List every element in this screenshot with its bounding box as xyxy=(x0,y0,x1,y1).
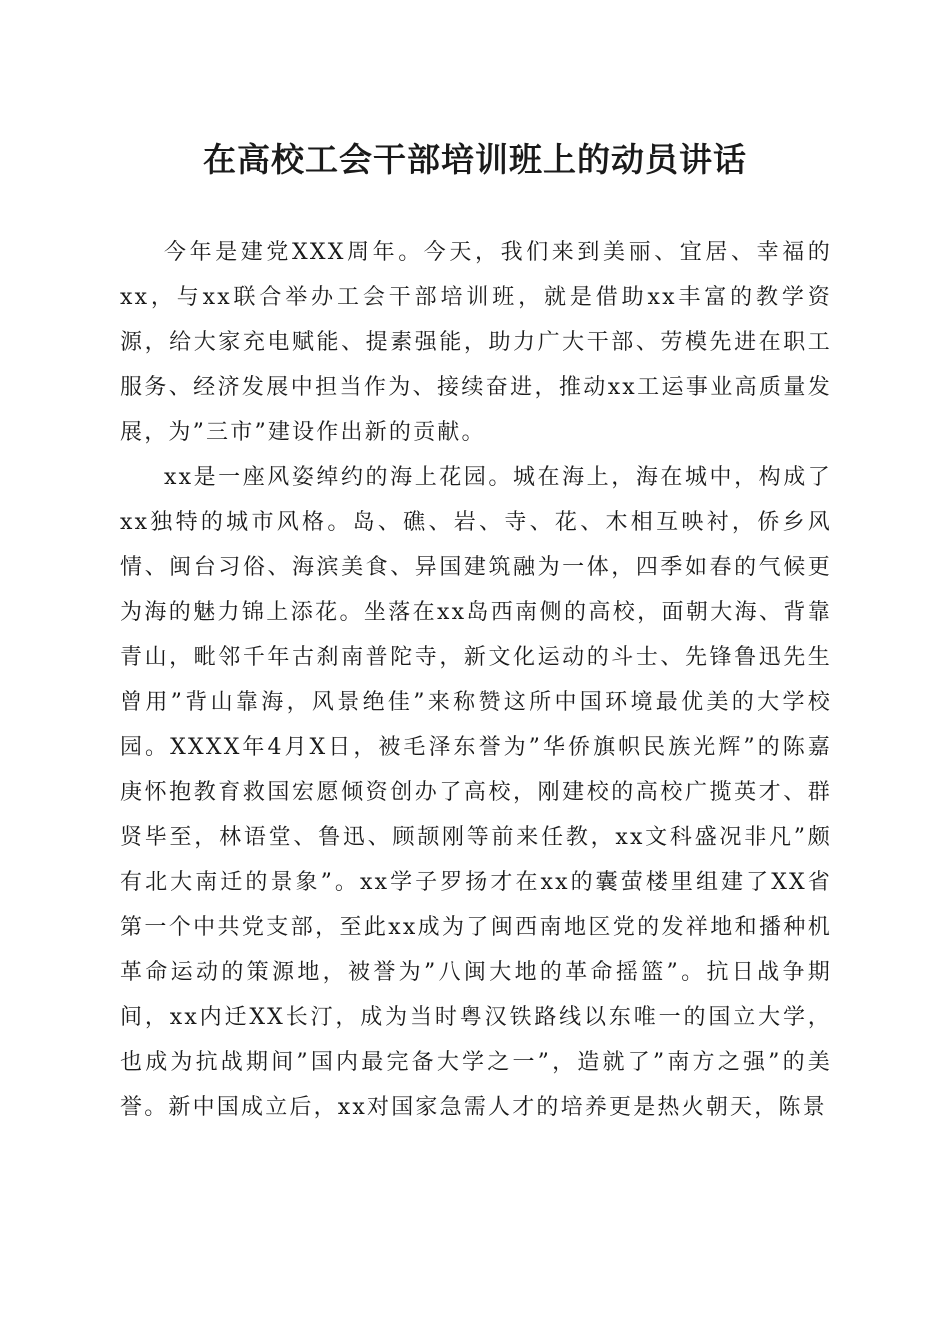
document-body xyxy=(120,230,832,1130)
document-title: 在高校工会干部培训班上的动员讲话 xyxy=(203,140,747,179)
paragraph-city-history: xx是一座风姿绰约的海上花园。城在海上，海在城中，构成了xx独特的城市风格。岛、礁、岩、寺、花、木相互映衬，侨乡风情、闽台习俗、海滨美食、异国建筑融为一体，四季如春的气候更为海的魅力锦上添花。坐落在xx岛西南侧的高校，面朝大海、背靠青山，毗邻千年古刹南普陀寺，新文化运动的斗士、先锋鲁迅先生曾用”背山靠海，风景绝佳”来称赞这所中国环境最优美的大学校园。XXXX年4月X日，被毛泽东誉为”华侨旗帜民族光辉”的陈嘉庚怀抱教育救国宏愿倾资创办了高校，刚建校的高校广揽英才、群贤毕至，林语堂、鲁迅、顾颉刚等前来任教，xx文科盛况非凡”颇有北大南迁的景象”。xx学子罗扬才在xx的囊萤楼里组建了XX省第一个中共党支部，至此xx成为了闽西南地区党的发祥地和播种机革命运动的策源地，被誉为”八闽大地的革命摇篮”。抗日战争期间，xx内迁XX长汀，成为当时粤汉铁路线以东唯一的国立大学，也成为抗战期间”国内最完备大学之一”，造就了”南方之强”的美誉。新中国成立后，xx对国家急需人才的培养更是热火朝天，陈景 xyxy=(120,465,832,1120)
paragraph-intro: 今年是建党XXX周年。今天，我们来到美丽、宜居、幸福的xx，与xx联合举办工会干部培训班，就是借助xx丰富的教学资源，给大家充电赋能、提素强能，助力广大干部、劳模先进在职工服务、经济发展中担当作为、接续奋进，推动xx工运事业高质量发展，为”三市”建设作出新的贡献。 xyxy=(120,240,832,445)
